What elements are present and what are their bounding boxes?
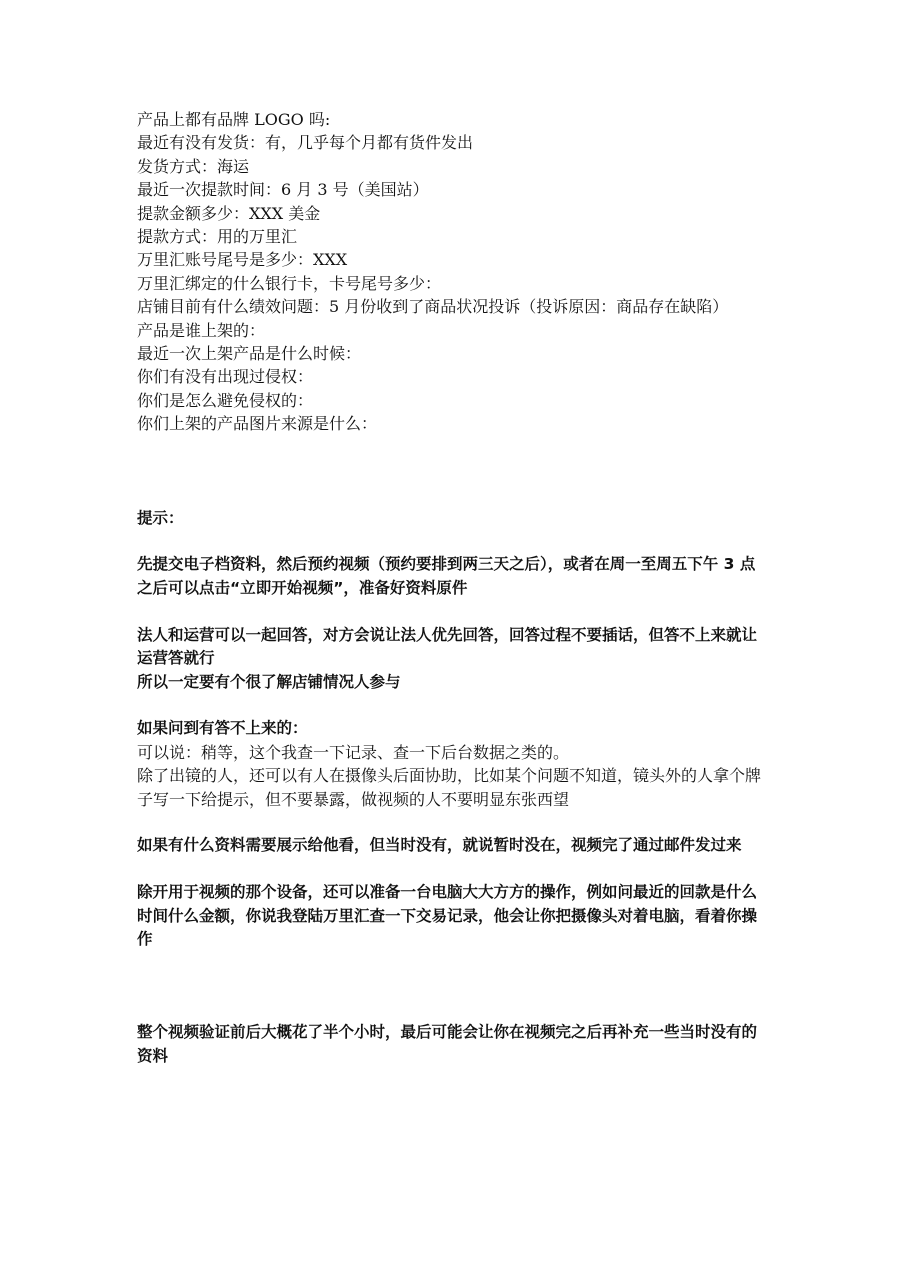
qa-line: 发货方式：海运 [137, 156, 250, 176]
tip-paragraph: 如果有什么资料需要展示给他看，但当时没有，就说暂时没在，视频完了通过邮件发过来 [137, 836, 742, 855]
qa-line: 你们有没有出现过侵权： [137, 367, 314, 387]
tip-paragraph: 法人和运营可以一起回答，对方会说让法人优先回答，回答过程不要插话，但答不上来就让运营答就行 [137, 625, 758, 668]
qa-line: 店铺目前有什么绩效问题：5 月份收到了商品状况投诉（投诉原因：商品存在缺陷） [137, 297, 729, 317]
qa-line: 万里汇绑定的什么银行卡，卡号尾号多少： [137, 273, 442, 293]
tip-paragraph: 先提交电子档资料，然后预约视频（预约要排到两三天之后），或者在周一至周五下午 3 点之后可以点击“立即开始视频”，准备好资料原件 [137, 555, 756, 597]
tips-section [137, 507, 769, 1068]
qa-line: 产品上都有品牌 LOGO 吗: [137, 110, 331, 129]
qa-list [137, 108, 769, 436]
tip-paragraph: 所以一定要有个很了解店铺情况人参与 [137, 672, 401, 691]
tips-heading: 提示： [137, 508, 184, 527]
tip-subheading: 如果问到有答不上来的： [137, 719, 308, 738]
qa-line: 万里汇账号尾号是多少：XXX [137, 250, 348, 270]
tip-paragraph: 可以说：稍等，这个我查一下记录、查一下后台数据之类的。 [137, 742, 570, 762]
tip-paragraph: 整个视频验证前后大概花了半个小时，最后可能会让你在视频完之后再补充一些当时没有的资料 [137, 1023, 758, 1065]
qa-line: 你们上架的产品图片来源是什么： [137, 414, 378, 434]
tip-paragraph: 除开用于视频的那个设备，还可以准备一台电脑大大方方的操作，例如问最近的回款是什么时间什么金额，你说我登陆万里汇查一下交易记录，他会让你把摄像头对着电脑，看着你操作 [137, 883, 758, 948]
qa-line: 提款金额多少：XXX 美金 [137, 203, 321, 223]
qa-line: 你们是怎么避免侵权的： [137, 390, 314, 410]
qa-line: 提款方式：用的万里汇 [137, 227, 298, 247]
tip-paragraph: 除了出镜的人，还可以有人在摄像头后面协助，比如某个问题不知道，镜头外的人拿个牌子写一下给提示，但不要暴露，做视频的人不要明显东张西望 [137, 766, 762, 809]
qa-line: 最近一次提款时间：6 月 3 号（美国站） [137, 180, 429, 200]
qa-line: 最近有没有发货：有，几乎每个月都有货件发出 [137, 133, 474, 153]
document-page [137, 108, 769, 1068]
qa-line: 最近一次上架产品是什么时候： [137, 344, 362, 364]
qa-line: 产品是谁上架的： [137, 320, 266, 340]
